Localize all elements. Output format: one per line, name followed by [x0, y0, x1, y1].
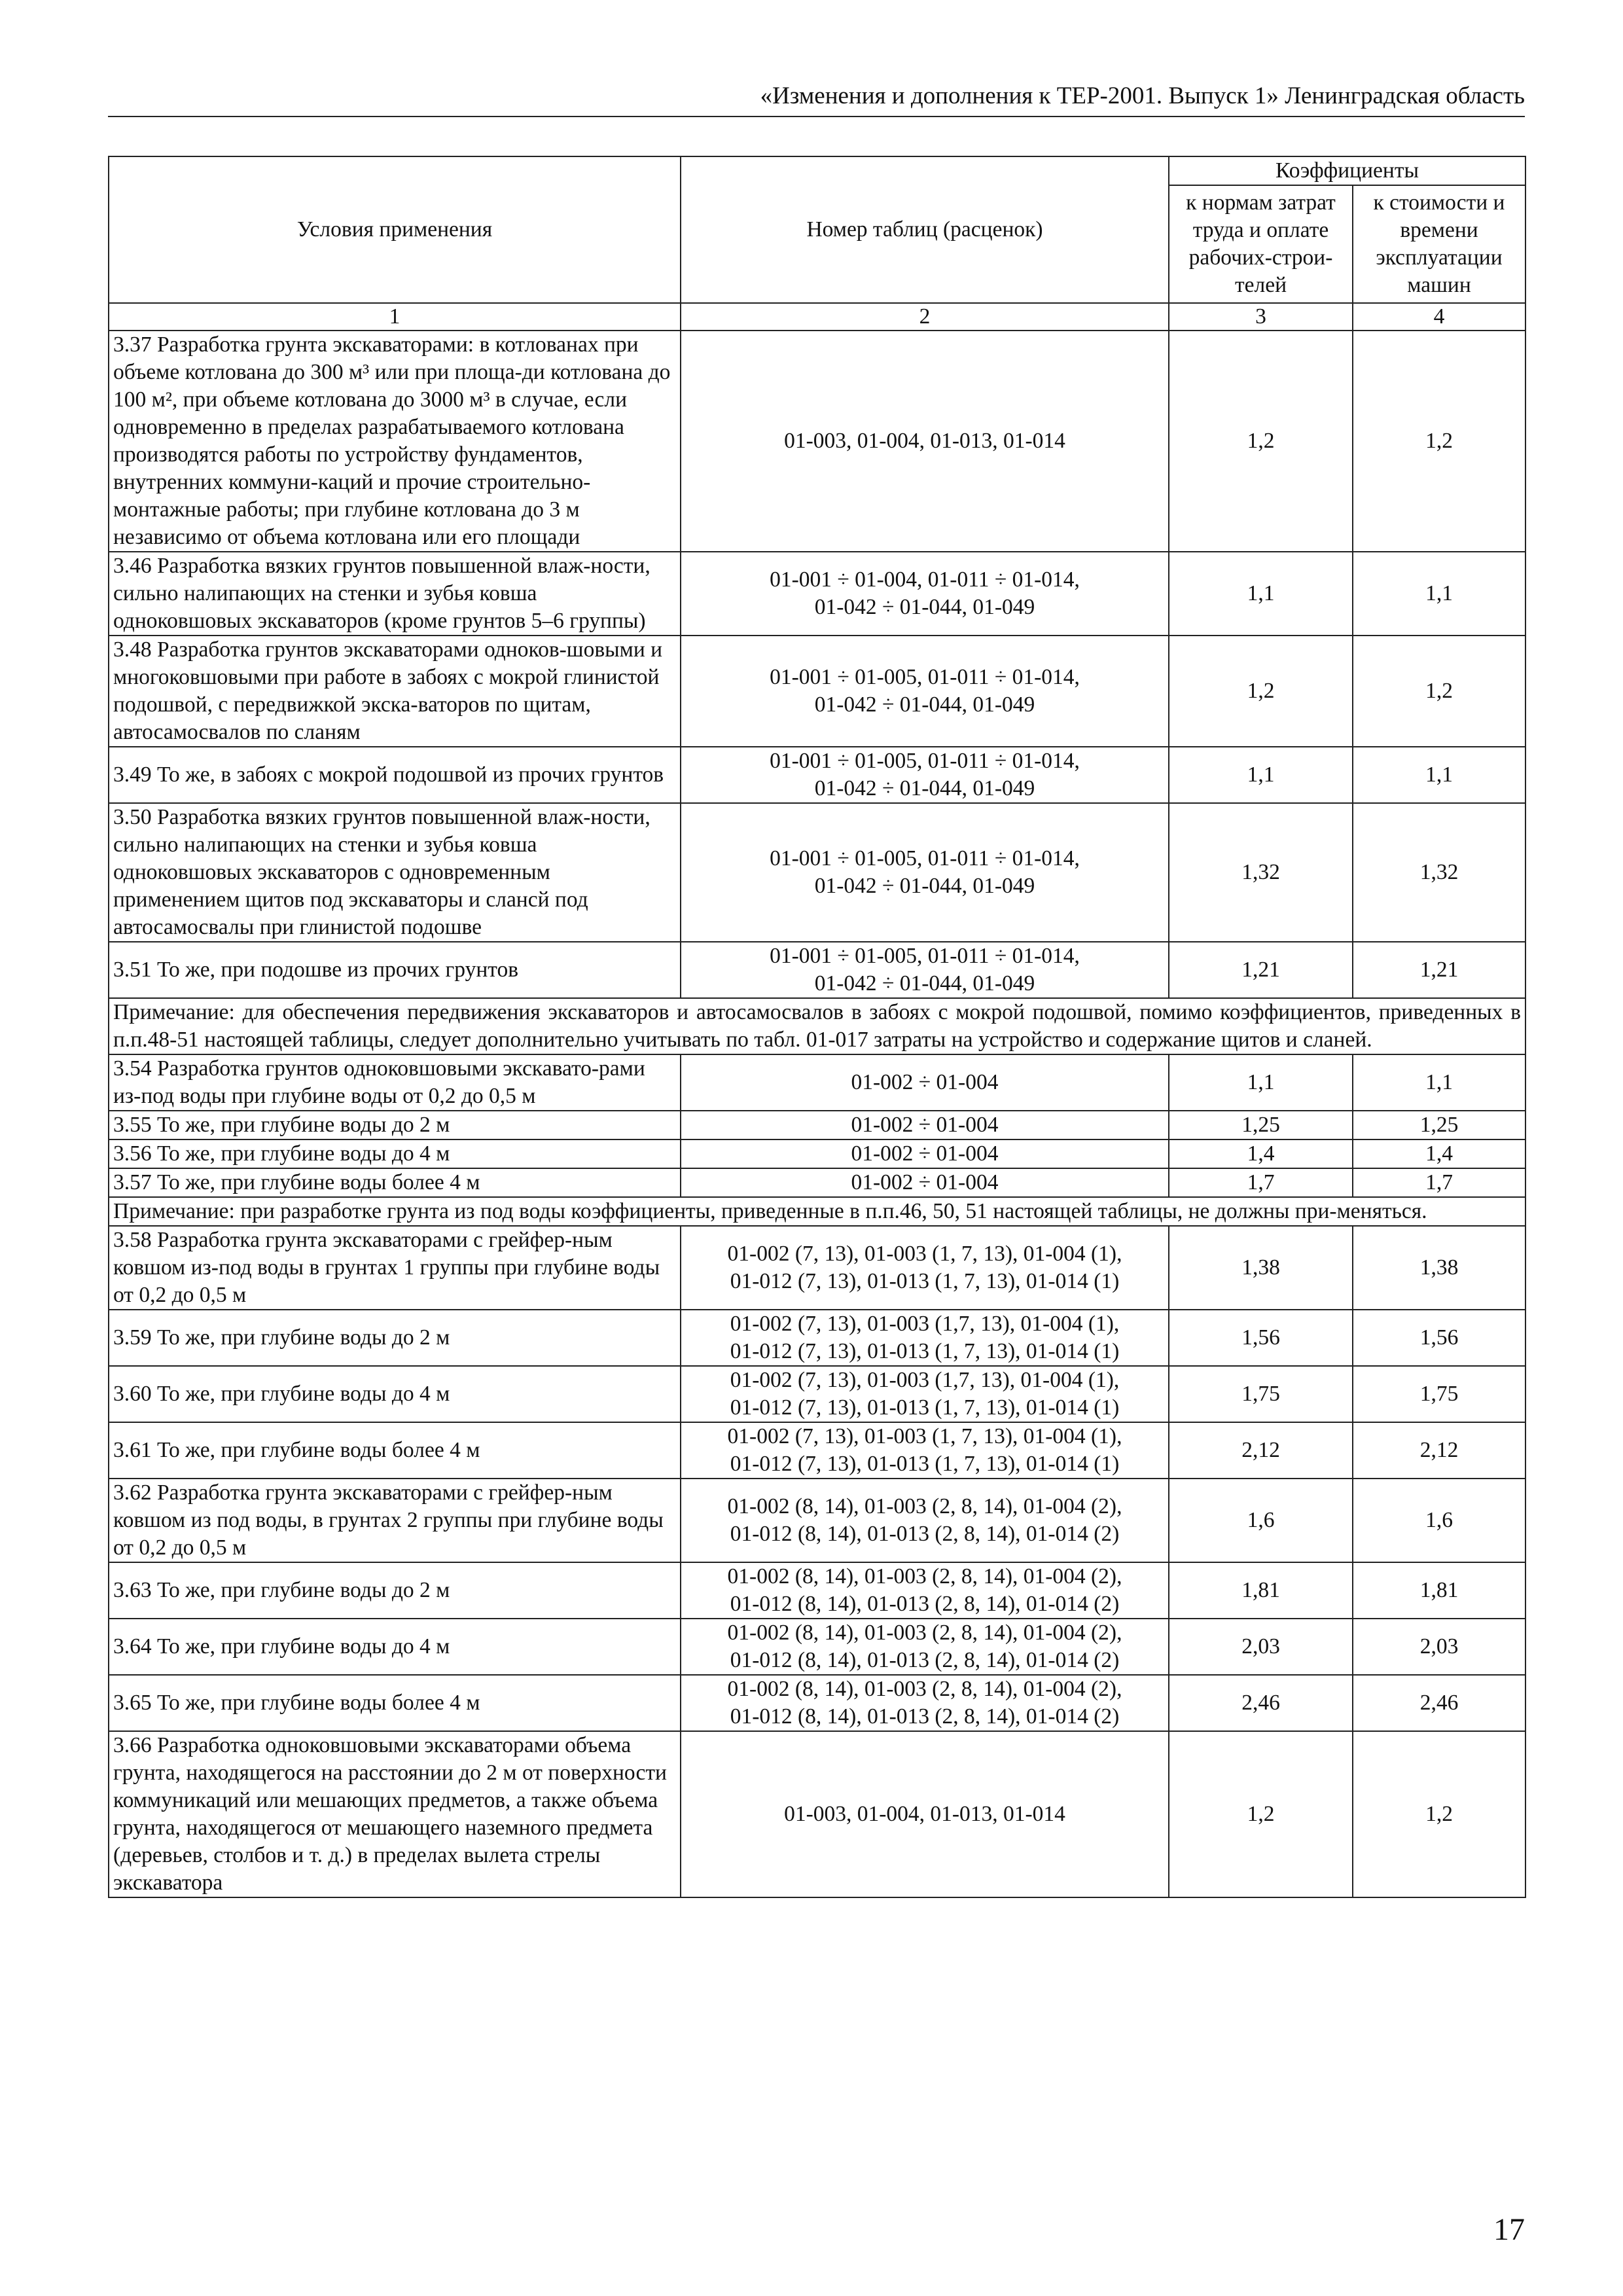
table-numbers-cell [681, 942, 1169, 998]
labor-coefficient-cell: 1,6 [1169, 1479, 1353, 1562]
labor-coefficient-cell: 1,1 [1169, 1054, 1353, 1111]
table-number-line: 01-002 ÷ 01-004 [851, 1141, 999, 1166]
table-numbers-cell [681, 1139, 1169, 1168]
table-number-line: 01-042 ÷ 01-044, 01-049 [814, 971, 1035, 996]
condition-cell: 3.65 То же, при глубине воды более 4 м [109, 1675, 681, 1731]
labor-coefficient-cell: 1,75 [1169, 1366, 1353, 1422]
column-numbers-row [109, 303, 1525, 331]
table-number-line: 01-012 (7, 13), 01-013 (1, 7, 13), 01-014 (1) [730, 1339, 1120, 1363]
condition-cell: 3.46 Разработка вязких грунтов повышенной влаж-ности, сильно налипающих на стенки и зубья ковша одноковшовых экскаваторов (кроме грунтов 5–6 группы) [109, 552, 681, 636]
table-numbers-cell [681, 1366, 1169, 1422]
header-labor: к нормам затрат труда и оплате рабочих-строи-телей [1169, 185, 1353, 303]
condition-cell: 3.66 Разработка одноковшовыми экскаваторами объема грунта, находящегося на расстоянии до 2 м от поверхности коммуникаций или мешающих предметов, а также объема грунта, находящегося от мешающего наземного предмета (деревьев, столбов и т. д.) в пределах вылета стрелы экскаватора [109, 1731, 681, 1897]
column-number: 3 [1169, 303, 1353, 331]
header-machines: к стоимости и времени эксплуатации машин [1353, 185, 1525, 303]
table-note: Примечание: для обеспечения передвижения экскаваторов и автосамосвалов в забоях с мокрой подошвой, помимо коэффициентов, приведенных в п.п.48-51 настоящей таблицы, следует дополнительно учитывать по табл. 01-017 затраты на устройство и содержание щитов и сланей. [109, 998, 1525, 1054]
labor-coefficient-cell: 1,4 [1169, 1139, 1353, 1168]
machine-coefficient-cell: 1,25 [1353, 1111, 1525, 1139]
table-numbers-cell [681, 636, 1169, 747]
running-header: «Изменения и дополнения к ТЕР-2001. Выпуск 1» Ленинградская область [760, 82, 1525, 109]
labor-coefficient-cell: 1,38 [1169, 1226, 1353, 1310]
table-number-line: 01-002 (8, 14), 01-003 (2, 8, 14), 01-004 (2), [727, 1494, 1122, 1518]
labor-coefficient-cell: 2,03 [1169, 1619, 1353, 1675]
table-numbers-cell [681, 1226, 1169, 1310]
machine-coefficient-cell: 1,2 [1353, 331, 1525, 552]
machine-coefficient-cell: 1,56 [1353, 1310, 1525, 1366]
condition-cell: 3.50 Разработка вязких грунтов повышенной влаж-ности, сильно налипающих на стенки и зубья ковша одноковшовых экскаваторов с одновременным применением щитов под экскаваторы и слансй под автосамосвалы при глинистой подошве [109, 803, 681, 942]
condition-cell: 3.61 То же, при глубине воды более 4 м [109, 1422, 681, 1479]
table-number-line: 01-002 (7, 13), 01-003 (1,7, 13), 01-004 (1), [730, 1368, 1120, 1392]
labor-coefficient-cell: 2,46 [1169, 1675, 1353, 1731]
table-row [109, 1168, 1525, 1197]
machine-coefficient-cell: 1,75 [1353, 1366, 1525, 1422]
table-numbers-cell [681, 1619, 1169, 1675]
table-numbers-cell [681, 803, 1169, 942]
labor-coefficient-cell: 1,81 [1169, 1562, 1353, 1619]
table-number-line: 01-002 ÷ 01-004 [851, 1113, 999, 1137]
table-row [109, 1422, 1525, 1479]
header-coefficients: Коэффициенты [1169, 156, 1525, 185]
machine-coefficient-cell: 1,1 [1353, 747, 1525, 803]
table-number-line: 01-012 (7, 13), 01-013 (1, 7, 13), 01-014 (1) [730, 1452, 1120, 1476]
header-table-numbers: Номер таблиц (расценок) [681, 156, 1169, 303]
header-rule [108, 116, 1525, 117]
table-number-line: 01-002 (7, 13), 01-003 (1, 7, 13), 01-004 (1), [727, 1424, 1122, 1448]
machine-coefficient-cell: 1,7 [1353, 1168, 1525, 1197]
table-row [109, 1366, 1525, 1422]
condition-cell: 3.48 Разработка грунтов экскаваторами одноков-шовыми и многоковшовыми при работе в забоях с мокрой глинистой подошвой, с передвижкой экска-ваторов по щитам, автосамосвалов по сланям [109, 636, 681, 747]
table-row [109, 552, 1525, 636]
table-number-line: 01-002 (8, 14), 01-003 (2, 8, 14), 01-004 (2), [727, 1677, 1122, 1701]
labor-coefficient-cell: 1,2 [1169, 636, 1353, 747]
column-number: 4 [1353, 303, 1525, 331]
table-number-line: 01-012 (8, 14), 01-013 (2, 8, 14), 01-014 (2) [730, 1592, 1120, 1616]
machine-coefficient-cell: 1,81 [1353, 1562, 1525, 1619]
machine-coefficient-cell: 1,1 [1353, 1054, 1525, 1111]
labor-coefficient-cell: 1,56 [1169, 1310, 1353, 1366]
table-row [109, 1619, 1525, 1675]
machine-coefficient-cell: 1,4 [1353, 1139, 1525, 1168]
table-numbers-cell [681, 1675, 1169, 1731]
table-number-line: 01-012 (8, 14), 01-013 (2, 8, 14), 01-014 (2) [730, 1522, 1120, 1546]
table-row [109, 1479, 1525, 1562]
table-number-line: 01-012 (7, 13), 01-013 (1, 7, 13), 01-014 (1) [730, 1395, 1120, 1420]
labor-coefficient-cell: 1,1 [1169, 747, 1353, 803]
machine-coefficient-cell: 2,12 [1353, 1422, 1525, 1479]
table-row [109, 942, 1525, 998]
table-number-line: 01-002 (8, 14), 01-003 (2, 8, 14), 01-004 (2), [727, 1621, 1122, 1645]
machine-coefficient-cell: 1,2 [1353, 636, 1525, 747]
column-number: 1 [109, 303, 681, 331]
machine-coefficient-cell: 1,2 [1353, 1731, 1525, 1897]
table-numbers-cell [681, 1054, 1169, 1111]
table-numbers-cell [681, 1731, 1169, 1897]
labor-coefficient-cell: 2,12 [1169, 1422, 1353, 1479]
condition-cell: 3.54 Разработка грунтов одноковшовыми экскавато-рами из-под воды при глубине воды от 0,2 до 0,5 м [109, 1054, 681, 1111]
table-numbers-cell [681, 1310, 1169, 1366]
machine-coefficient-cell: 1,38 [1353, 1226, 1525, 1310]
table-row [109, 1139, 1525, 1168]
condition-cell: 3.55 То же, при глубине воды до 2 м [109, 1111, 681, 1139]
table-number-line: 01-001 ÷ 01-004, 01-011 ÷ 01-014, [770, 567, 1080, 592]
table-number-line: 01-001 ÷ 01-005, 01-011 ÷ 01-014, [770, 665, 1080, 689]
table-number-line: 01-042 ÷ 01-044, 01-049 [814, 692, 1035, 717]
table-row [109, 636, 1525, 747]
condition-cell: 3.62 Разработка грунта экскаваторами с грейфер-ным ковшом из под воды, в грунтах 2 группы при глубине воды от 0,2 до 0,5 м [109, 1479, 681, 1562]
table-number-line: 01-012 (7, 13), 01-013 (1, 7, 13), 01-014 (1) [730, 1269, 1120, 1293]
table-row [109, 1731, 1525, 1897]
machine-coefficient-cell: 1,1 [1353, 552, 1525, 636]
table-numbers-cell [681, 552, 1169, 636]
machine-coefficient-cell: 2,46 [1353, 1675, 1525, 1731]
note-row [109, 998, 1525, 1054]
table-numbers-cell [681, 1111, 1169, 1139]
table-row [109, 1675, 1525, 1731]
condition-cell: 3.63 То же, при глубине воды до 2 м [109, 1562, 681, 1619]
table-number-line: 01-042 ÷ 01-044, 01-049 [814, 595, 1035, 619]
condition-cell: 3.60 То же, при глубине воды до 4 м [109, 1366, 681, 1422]
table-row [109, 747, 1525, 803]
condition-cell: 3.51 То же, при подошве из прочих грунтов [109, 942, 681, 998]
table-number-line: 01-003, 01-004, 01-013, 01-014 [784, 1802, 1065, 1826]
column-number: 2 [681, 303, 1169, 331]
table-number-line: 01-001 ÷ 01-005, 01-011 ÷ 01-014, [770, 846, 1080, 870]
labor-coefficient-cell: 1,2 [1169, 331, 1353, 552]
table-row [109, 1111, 1525, 1139]
condition-cell: 3.37 Разработка грунта экскаваторами: в котлованах при объеме котлована до 300 м³ или при площа-ди котлована до 100 м², при объеме котлована до 3000 м³ в случае, если одновременно в пределах разрабатываемого котлована производятся работы по устройству фундаментов, внутренних коммуни-каций и прочие строительно-монтажные работы; при глубине котлована до 3 м независимо от объема котлована или его площади [109, 331, 681, 552]
condition-cell: 3.58 Разработка грунта экскаваторами с грейфер-ным ковшом из-под воды в грунтах 1 группы при глубине воды от 0,2 до 0,5 м [109, 1226, 681, 1310]
condition-cell: 3.56 То же, при глубине воды до 4 м [109, 1139, 681, 1168]
table-number-line: 01-003, 01-004, 01-013, 01-014 [784, 429, 1065, 453]
condition-cell: 3.57 То же, при глубине воды более 4 м [109, 1168, 681, 1197]
machine-coefficient-cell: 1,6 [1353, 1479, 1525, 1562]
table-number-line: 01-012 (8, 14), 01-013 (2, 8, 14), 01-014 (2) [730, 1648, 1120, 1672]
labor-coefficient-cell: 1,2 [1169, 1731, 1353, 1897]
labor-coefficient-cell: 1,1 [1169, 552, 1353, 636]
table-number-line: 01-001 ÷ 01-005, 01-011 ÷ 01-014, [770, 944, 1080, 968]
table-number-line: 01-042 ÷ 01-044, 01-049 [814, 776, 1035, 800]
table-row [109, 1562, 1525, 1619]
table-numbers-cell [681, 331, 1169, 552]
page-number: 17 [1493, 2212, 1525, 2247]
header-conditions: Условия применения [109, 156, 681, 303]
table-row [109, 331, 1525, 552]
condition-cell: 3.59 То же, при глубине воды до 2 м [109, 1310, 681, 1366]
table-number-line: 01-002 (7, 13), 01-003 (1, 7, 13), 01-004 (1), [727, 1242, 1122, 1266]
labor-coefficient-cell: 1,25 [1169, 1111, 1353, 1139]
table-row [109, 1054, 1525, 1111]
condition-cell: 3.49 То же, в забоях с мокрой подошвой из прочих грунтов [109, 747, 681, 803]
coefficients-table [108, 156, 1526, 1898]
machine-coefficient-cell: 1,32 [1353, 803, 1525, 942]
table-numbers-cell [681, 1479, 1169, 1562]
table-number-line: 01-002 (8, 14), 01-003 (2, 8, 14), 01-004 (2), [727, 1564, 1122, 1588]
table-numbers-cell [681, 1422, 1169, 1479]
note-row [109, 1197, 1525, 1226]
table-row [109, 1310, 1525, 1366]
table-numbers-cell [681, 1168, 1169, 1197]
machine-coefficient-cell: 1,21 [1353, 942, 1525, 998]
labor-coefficient-cell: 1,32 [1169, 803, 1353, 942]
table-number-line: 01-002 ÷ 01-004 [851, 1170, 999, 1194]
machine-coefficient-cell: 2,03 [1353, 1619, 1525, 1675]
table-row [109, 803, 1525, 942]
table-number-line: 01-042 ÷ 01-044, 01-049 [814, 874, 1035, 898]
condition-cell: 3.64 То же, при глубине воды до 4 м [109, 1619, 681, 1675]
table-note: Примечание: при разработке грунта из под воды коэффициенты, приведенные в п.п.46, 50, 51 настоящей таблицы, не должны при-меняться. [109, 1197, 1525, 1226]
table-row [109, 1226, 1525, 1310]
labor-coefficient-cell: 1,7 [1169, 1168, 1353, 1197]
table-number-line: 01-002 ÷ 01-004 [851, 1070, 999, 1094]
table-number-line: 01-001 ÷ 01-005, 01-011 ÷ 01-014, [770, 749, 1080, 773]
table-number-line: 01-012 (8, 14), 01-013 (2, 8, 14), 01-014 (2) [730, 1704, 1120, 1729]
labor-coefficient-cell: 1,21 [1169, 942, 1353, 998]
table-number-line: 01-002 (7, 13), 01-003 (1,7, 13), 01-004 (1), [730, 1312, 1120, 1336]
table-numbers-cell [681, 1562, 1169, 1619]
header-row-1 [109, 156, 1525, 185]
table-numbers-cell [681, 747, 1169, 803]
